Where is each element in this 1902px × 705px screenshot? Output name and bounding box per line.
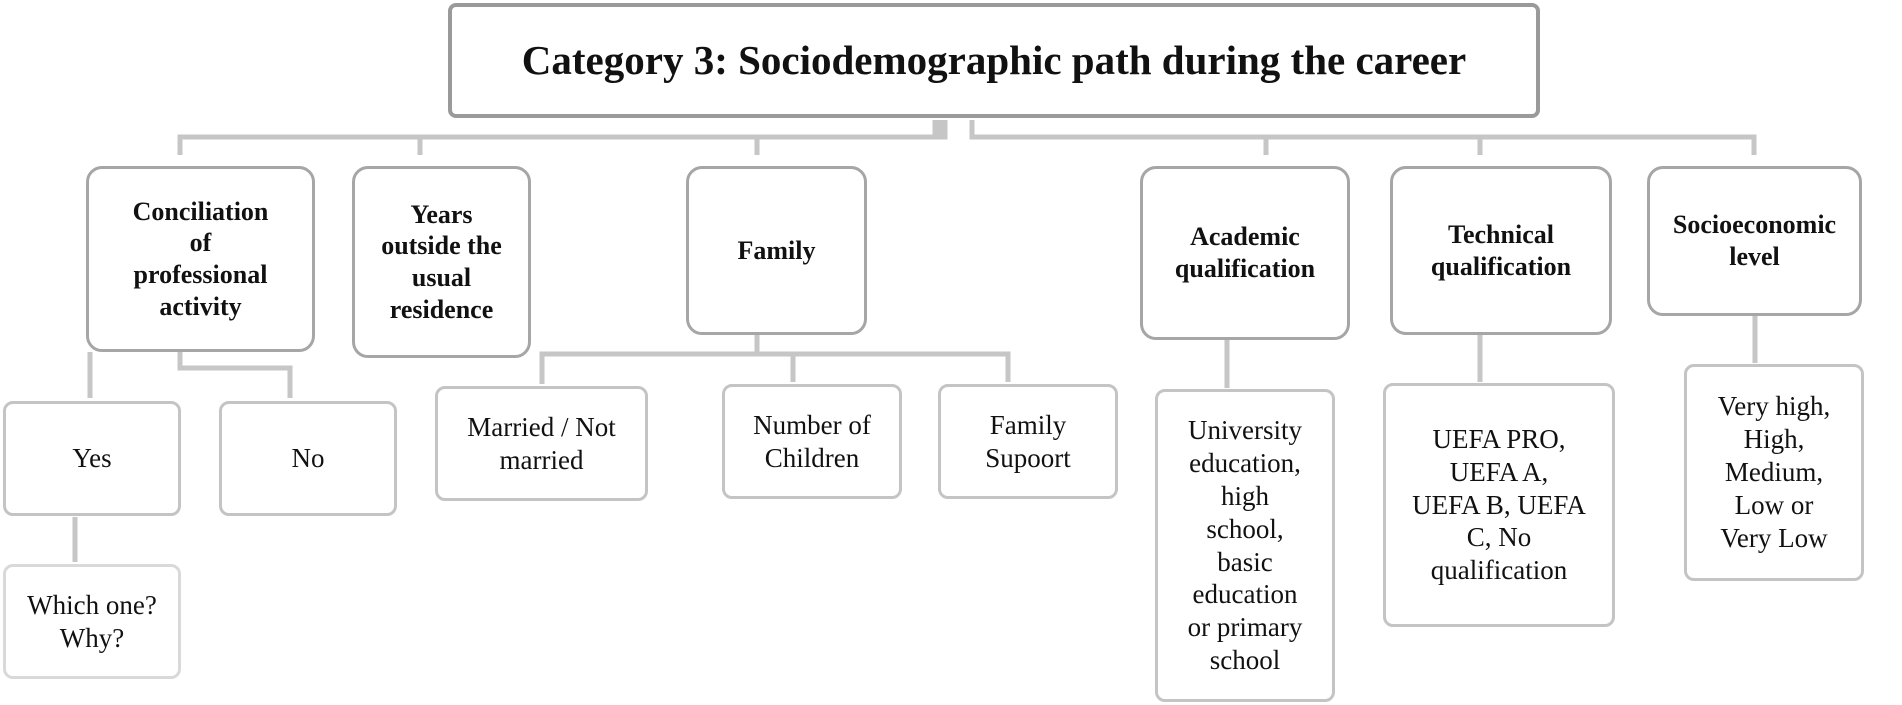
leaf-academic-options-label: University education, high school, basic education or primary school [1187, 414, 1303, 676]
leaf-married-label: Married / Not married [467, 411, 616, 475]
leaf-which-one-why [3, 564, 181, 679]
branch-family-label: Family [737, 235, 816, 265]
branch-technical-label: Technical qualification [1430, 219, 1572, 281]
leaf-number-of-children [722, 384, 902, 499]
branch-socioeconomic-label: Socioeconomic level [1672, 210, 1837, 271]
connector-root-family [757, 120, 935, 155]
leaf-academic-options [1155, 389, 1335, 702]
leaf-socioeconomic-options-label: Very high, High, Medium, Low or Very Low [1717, 391, 1831, 553]
leaf-technical-options [1383, 383, 1615, 627]
leaf-married [435, 386, 648, 501]
connector-family-support [793, 354, 1008, 382]
branch-academic-label: Academic qualification [1174, 222, 1316, 283]
connector-root-right [972, 120, 1754, 155]
branch-years-outside-label: Years outside the usual residence [381, 199, 502, 324]
branch-years-outside [352, 166, 531, 358]
leaf-support-label: Family Supoort [985, 409, 1071, 473]
branch-conciliation [86, 166, 315, 352]
branch-socioeconomic-level [1647, 166, 1862, 316]
branch-conciliation-label: Conciliation of professional activity [132, 196, 269, 321]
category-title: Category 3: Sociodemographic path during the career [521, 37, 1467, 84]
leaf-children-label: Number of Children [753, 409, 871, 473]
leaf-technical-options-label: UEFA PRO, UEFA A, UEFA B, UEFA C, No qualification [1412, 423, 1586, 586]
branch-academic-qualification [1140, 166, 1350, 340]
connector-family-children [757, 354, 793, 382]
branch-technical-qualification [1390, 166, 1612, 335]
category-title-box [448, 3, 1540, 118]
branch-family [686, 166, 867, 335]
leaf-yes [3, 401, 181, 516]
leaf-which-one-label: Which one? Why? [27, 589, 157, 653]
leaf-yes-label: Yes [72, 443, 112, 474]
leaf-no-label: No [291, 443, 325, 474]
leaf-family-support [938, 384, 1118, 499]
leaf-no [219, 401, 397, 516]
leaf-socioeconomic-options [1684, 364, 1864, 581]
connector-conciliation-no [180, 352, 290, 398]
connector-family-married [542, 335, 757, 384]
